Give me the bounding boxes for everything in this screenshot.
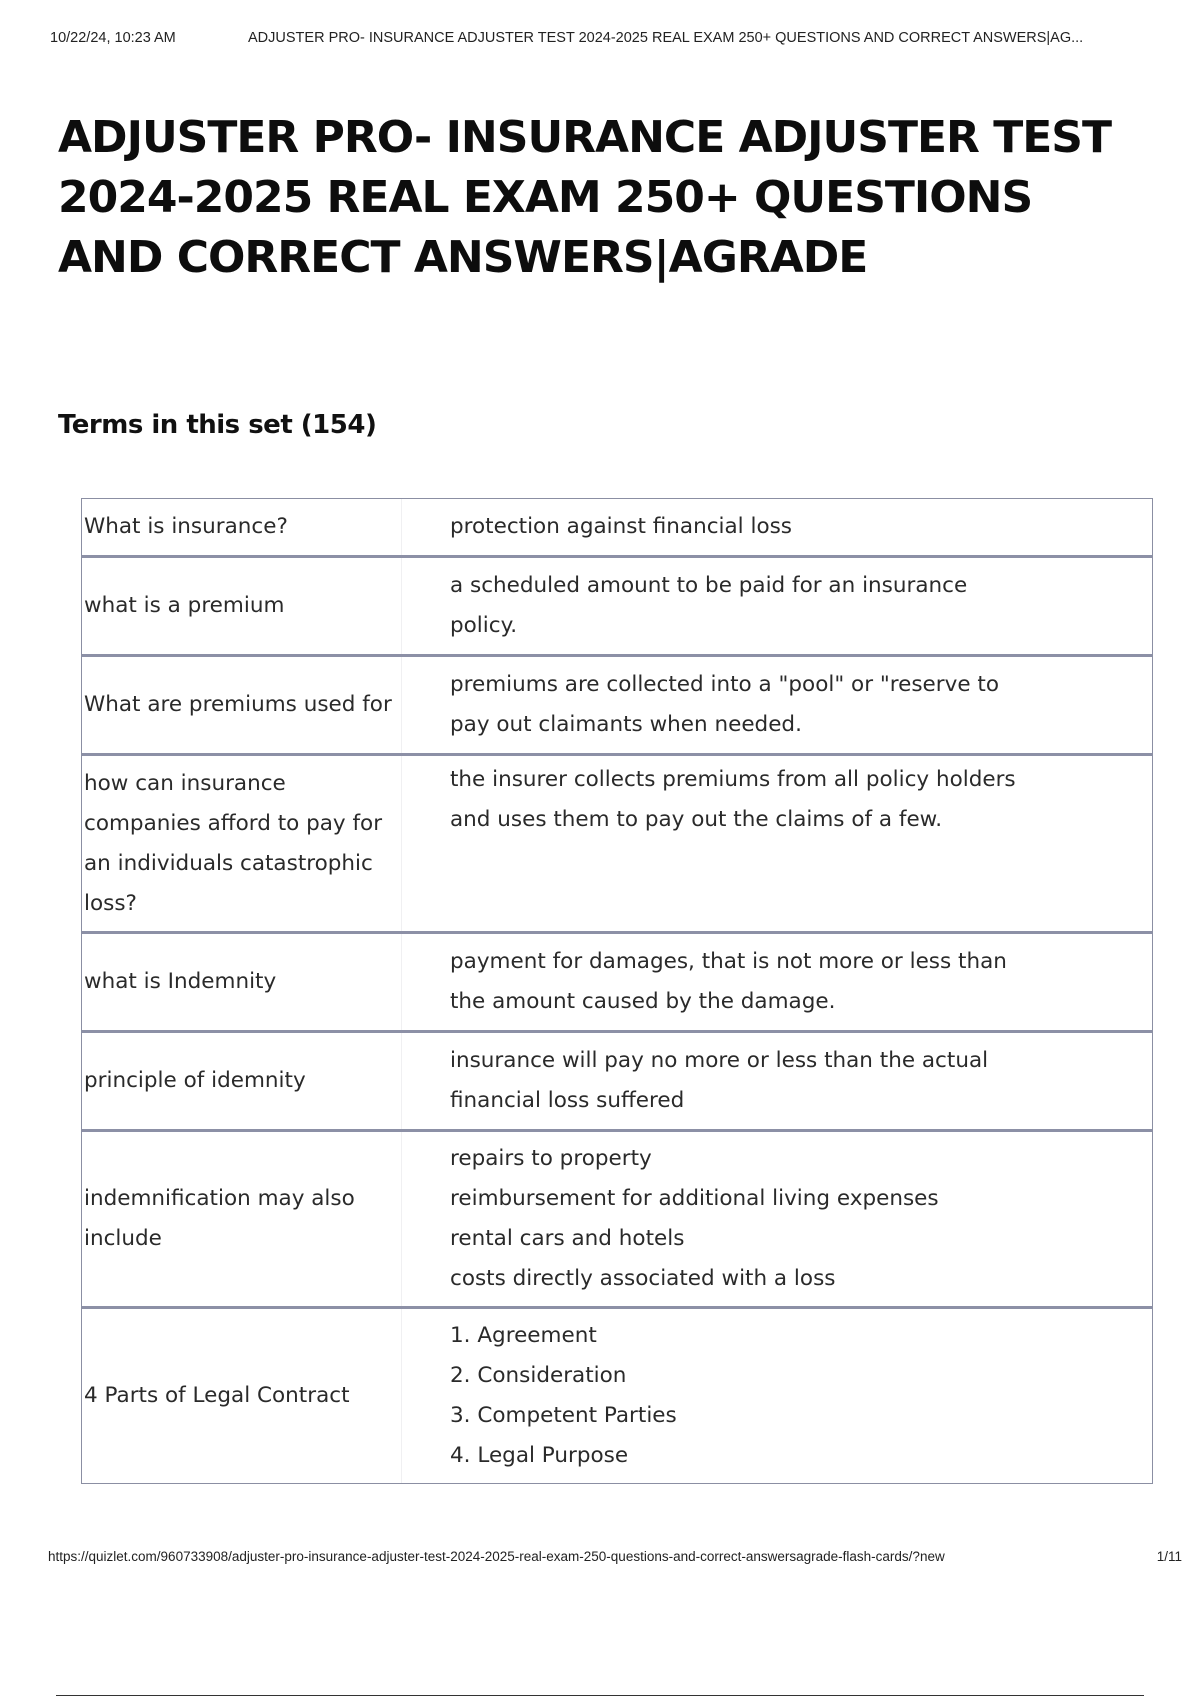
term-row [82,1132,1152,1309]
definition-line: pay out claimants when needed. [450,712,802,737]
term-row [82,756,1152,934]
definition-line: 2. Consideration [450,1363,627,1388]
term-row [82,499,1152,558]
print-datetime: 10/22/24, 10:23 AM [50,30,176,46]
term-cell: what is Indemnity [82,934,402,1030]
definition-cell [402,1132,1152,1306]
page-number: 1/11 [1156,1549,1182,1564]
term-row [82,934,1152,1033]
term-row [82,1033,1152,1132]
definition-line: rental cars and hotels [450,1226,685,1251]
print-doc-title: ADJUSTER PRO- INSURANCE ADJUSTER TEST 2024-2025 REAL EXAM 250+ QUESTIONS AND CORRECT ANSWERS|AG... [248,30,1084,46]
terms-heading: Terms in this set (154) [58,410,377,440]
definition-line: a scheduled amount to be paid for an insurance [450,573,968,598]
page-url: https://quizlet.com/960733908/adjuster-pro-insurance-adjuster-test-2024-2025-real-exam-250-questions-and-correct-answersagrade-flash-cards/?new [48,1549,945,1564]
definition-line: repairs to property [450,1146,652,1171]
definition-cell [402,934,1152,1030]
term-row [82,1309,1152,1483]
definition-line: premiums are collected into a "pool" or "reserve to [450,672,999,697]
print-footer [48,1549,1182,1564]
term-cell: how can insurance companies afford to pay for an individuals catastrophic loss? [82,756,402,931]
definition-line: insurance will pay no more or less than the actual [450,1048,989,1073]
term-row [82,657,1152,756]
definition-line: 3. Competent Parties [450,1403,677,1428]
term-row [82,558,1152,657]
definition-cell [402,1309,1152,1483]
definition-line: 4. Legal Purpose [450,1443,629,1468]
definition-line: 1. Agreement [450,1323,597,1348]
definition-cell [402,499,1152,555]
definition-line: costs directly associated with a loss [450,1266,836,1291]
definition-cell [402,657,1152,753]
definition-cell [402,756,1152,931]
print-header [50,30,1178,46]
definition-line: policy. [450,613,518,638]
definition-line: the amount caused by the damage. [450,989,836,1014]
term-cell: What is insurance? [82,499,402,555]
term-cell: principle of idemnity [82,1033,402,1129]
page-title: ADJUSTER PRO- INSURANCE ADJUSTER TEST 2024-2025 REAL EXAM 250+ QUESTIONS AND CORRECT ANSWERS|AGRADE [58,112,1112,283]
definition-line: and uses them to pay out the claims of a few. [450,807,943,832]
term-cell: what is a premium [82,558,402,654]
term-cell: indemnification may also include [82,1132,402,1306]
definition-line: the insurer collects premiums from all policy holders [450,767,1016,792]
definition-cell [402,558,1152,654]
terms-table [81,498,1153,1484]
term-cell: 4 Parts of Legal Contract [82,1309,402,1483]
definition-line: payment for damages, that is not more or less than [450,949,1007,974]
page-divider [56,1695,1144,1696]
term-cell: What are premiums used for [82,657,402,753]
definition-line: reimbursement for additional living expenses [450,1186,939,1211]
definition-cell [402,1033,1152,1129]
definition-line: financial loss suffered [450,1088,685,1113]
definition-line: protection against financial loss [450,514,793,539]
